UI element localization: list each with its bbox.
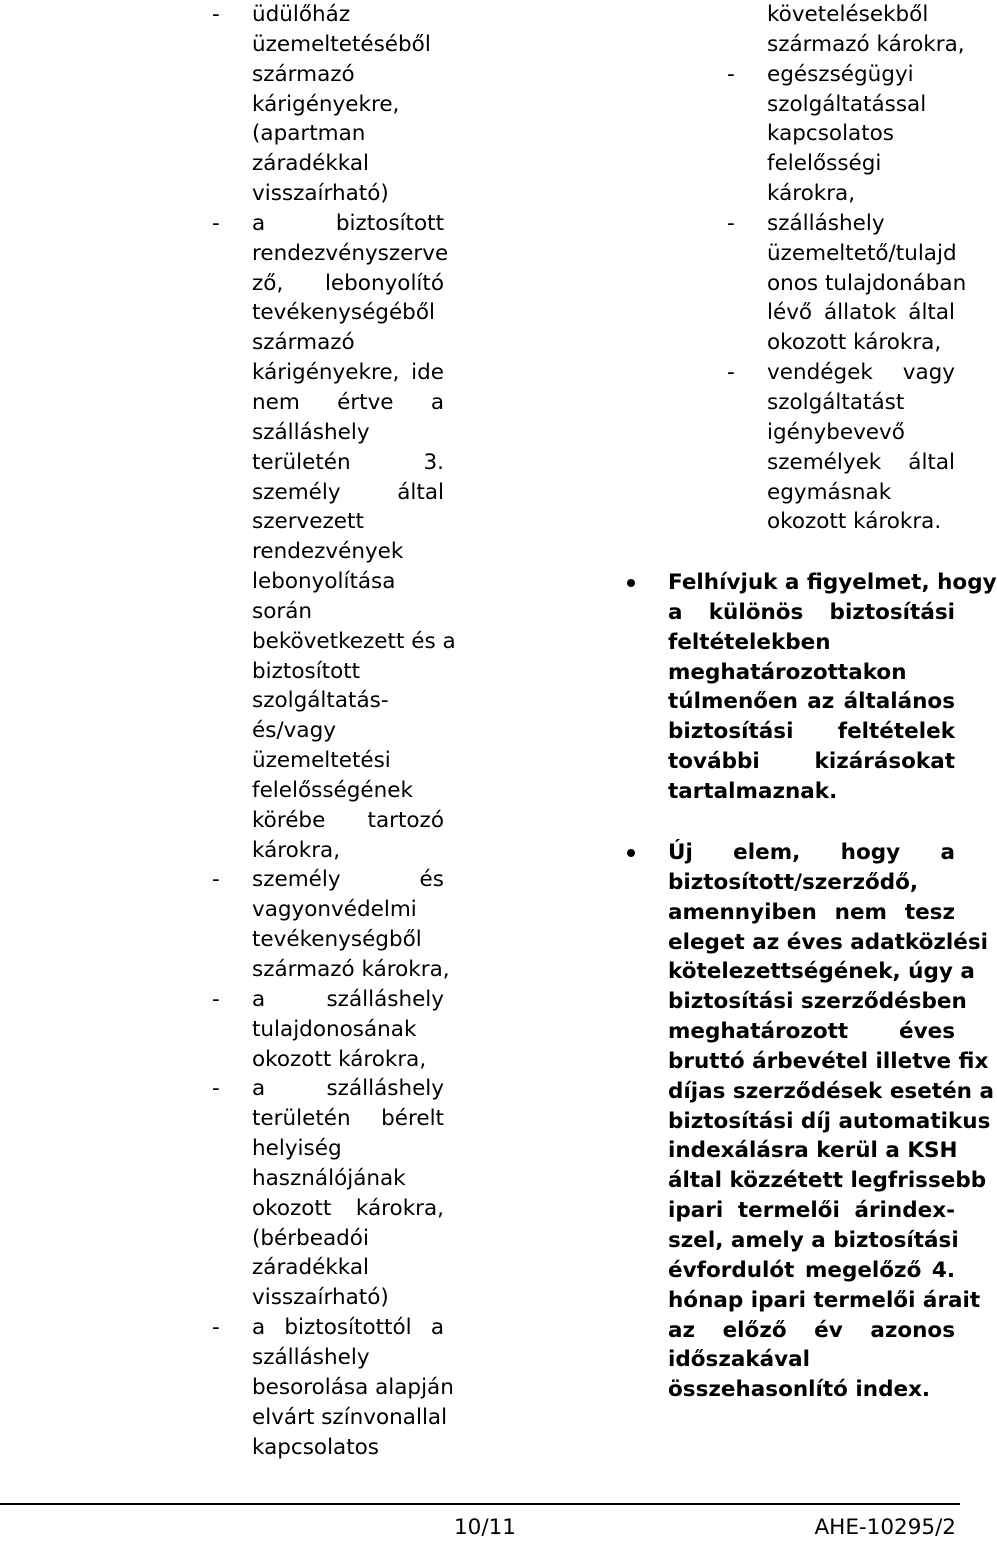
text-line: feltételekben	[668, 629, 831, 655]
text-line: ipari termelői árindex-	[668, 1198, 955, 1224]
text-line: visszaírható)	[252, 181, 389, 207]
bullet-icon	[627, 579, 635, 587]
text-line: szel, amely a biztosítási	[668, 1227, 959, 1253]
text-line: származó	[252, 61, 355, 87]
text-line: záradékkal	[252, 151, 370, 177]
dash-marker: -	[212, 867, 220, 893]
text-line: üdülőház	[252, 2, 351, 27]
text-line: vendégek vagy	[767, 360, 955, 386]
text-line: lebonyolítása	[252, 569, 396, 595]
text-line: szálláshely	[767, 210, 885, 236]
text-line: évfordulót megelőző 4.	[668, 1257, 955, 1283]
text-line: kötelezettségének, úgy a	[668, 959, 975, 985]
text-line: származó károkra,	[767, 31, 965, 57]
text-line: okozott károkra,	[252, 1046, 427, 1072]
text-line: igénybevevő	[767, 419, 905, 445]
text-line: visszaírható)	[252, 1285, 389, 1311]
text-line: személy és	[252, 867, 444, 893]
footer-divider	[0, 1503, 960, 1505]
text-line: eleget az éves adatközlési	[668, 929, 989, 955]
text-line: az előző év azonos	[668, 1317, 955, 1343]
text-line: személyek által	[767, 449, 955, 475]
bullet-text	[668, 838, 994, 1405]
text-line: biztosított	[252, 658, 361, 684]
text-line: szálláshely	[252, 1344, 370, 1370]
text-line: a biztosítottól a	[252, 1315, 444, 1341]
list-item	[727, 209, 967, 358]
text-line: szervezett	[252, 509, 364, 535]
text-line: helyiség	[252, 1136, 342, 1162]
text-line: besorolása alapján	[252, 1374, 454, 1400]
text-line: használójának	[252, 1165, 406, 1191]
text-line: a szálláshely	[252, 1076, 444, 1102]
text-line: rendezvények	[252, 539, 404, 565]
dash-marker: -	[727, 360, 735, 386]
text-line: a különös biztosítási	[668, 599, 955, 625]
text-line: kárigényekre, ide	[252, 360, 444, 386]
text-line: származó	[252, 330, 355, 356]
text-line: bruttó árbevétel illetve fix	[668, 1048, 989, 1074]
text-line: károkra,	[252, 837, 341, 863]
dash-marker: -	[212, 1076, 220, 1102]
text-line: felelősségének	[252, 777, 413, 803]
text-line: felelősségi	[767, 151, 882, 177]
left-column	[212, 0, 456, 1462]
text-line: ző, lebonyolító	[252, 270, 444, 296]
page-number: 10/11	[454, 1515, 516, 1540]
text-line: által közzétett legfrissebb	[668, 1168, 987, 1194]
text-line: területén 3.	[252, 449, 444, 475]
text-line: hónap ipari termelői árait	[668, 1287, 981, 1313]
text-line: lévő állatok által	[767, 300, 955, 326]
text-line: okozott károkra,	[252, 1195, 444, 1221]
text-line: tevékenységből	[252, 927, 422, 953]
text-line: indexálásra kerül a KSH	[668, 1138, 958, 1164]
text-line: károkra,	[767, 181, 856, 207]
text-line: Felhívjuk a figyelmet, hogy	[668, 570, 997, 595]
bullet-indexation	[627, 838, 994, 1405]
dash-marker: -	[212, 986, 220, 1012]
text-line: további kizárásokat	[668, 749, 955, 775]
text-line: üzemeltető/tulajd	[767, 240, 957, 266]
text-line: amennyiben nem tesz	[668, 899, 955, 925]
text-line: a szálláshely	[252, 986, 444, 1012]
list-item	[727, 60, 955, 209]
text-line: meghatározottakon	[668, 659, 907, 685]
text-line: összehasonlító index.	[668, 1377, 931, 1403]
list-item	[727, 0, 965, 60]
text-line: biztosítási szerződésben	[668, 989, 967, 1015]
text-line: vagyonvédelmi	[252, 897, 417, 923]
text-line: (bérbeadói	[252, 1225, 369, 1251]
list-item	[212, 985, 444, 1075]
text-line: rendezvényszerve	[252, 240, 449, 266]
text-line: egymásnak	[767, 479, 892, 505]
text-line: szolgáltatással	[767, 91, 927, 117]
text-line: üzemeltetési	[252, 748, 391, 774]
text-line: túlmenően az általános	[668, 689, 955, 715]
dash-marker: -	[727, 210, 735, 236]
text-line: okozott károkra,	[767, 330, 942, 356]
text-line: záradékkal	[252, 1255, 370, 1281]
text-line: Új elem, hogy a	[668, 840, 955, 865]
text-line: onos tulajdonában	[767, 270, 967, 296]
text-line: személy által	[252, 479, 444, 505]
text-line: elvárt színvonallal	[252, 1404, 448, 1430]
text-line: területén bérelt	[252, 1106, 444, 1132]
bullet-text	[668, 568, 997, 807]
list-item	[212, 1074, 444, 1313]
text-line: kapcsolatos	[252, 1434, 380, 1460]
text-line: tulajdonosának	[252, 1016, 417, 1042]
text-line: tartalmaznak.	[668, 778, 838, 804]
list-item	[212, 0, 444, 209]
text-line: bekövetkezett és a	[252, 628, 456, 654]
text-line: biztosítási feltételek	[668, 719, 955, 745]
text-line: nem értve a	[252, 389, 444, 415]
list-item	[212, 209, 456, 866]
dash-marker: -	[212, 210, 220, 236]
text-line: során	[252, 598, 312, 624]
text-line: szálláshely	[252, 419, 370, 445]
bullet-icon	[627, 849, 635, 857]
text-line: egészségügyi	[767, 61, 914, 87]
text-line: a biztosított	[252, 210, 444, 236]
text-line: biztosítási díj automatikus	[668, 1108, 991, 1134]
text-line: származó károkra,	[252, 957, 450, 982]
text-line: díjas szerződések esetén a	[668, 1078, 994, 1104]
list-item	[212, 865, 450, 984]
bullet-notice-exclusions	[627, 568, 997, 807]
dash-marker: -	[727, 61, 735, 87]
dash-marker: -	[212, 1315, 220, 1341]
document-code: AHE-10295/2	[814, 1515, 956, 1540]
text-line: üzemeltetéséből	[252, 31, 431, 57]
text-line: körébe tartozó	[252, 807, 444, 833]
right-column-list	[727, 0, 967, 537]
list-item	[212, 1313, 454, 1462]
text-line: követelésekből	[767, 2, 929, 27]
text-line: kárigényekre,	[252, 91, 400, 117]
text-line: időszakával	[668, 1347, 811, 1373]
text-line: és/vagy	[252, 718, 336, 744]
text-line: szolgáltatást	[767, 389, 905, 415]
text-line: okozott károkra.	[767, 509, 942, 535]
text-line: tevékenységéből	[252, 300, 435, 326]
list-item	[727, 358, 955, 537]
text-line: kapcsolatos	[767, 121, 895, 147]
text-line: biztosított/szerződő,	[668, 869, 919, 895]
dash-marker: -	[212, 2, 220, 27]
text-line: meghatározott éves	[668, 1019, 955, 1045]
text-line: (apartman	[252, 121, 366, 147]
text-line: szolgáltatás-	[252, 688, 389, 714]
